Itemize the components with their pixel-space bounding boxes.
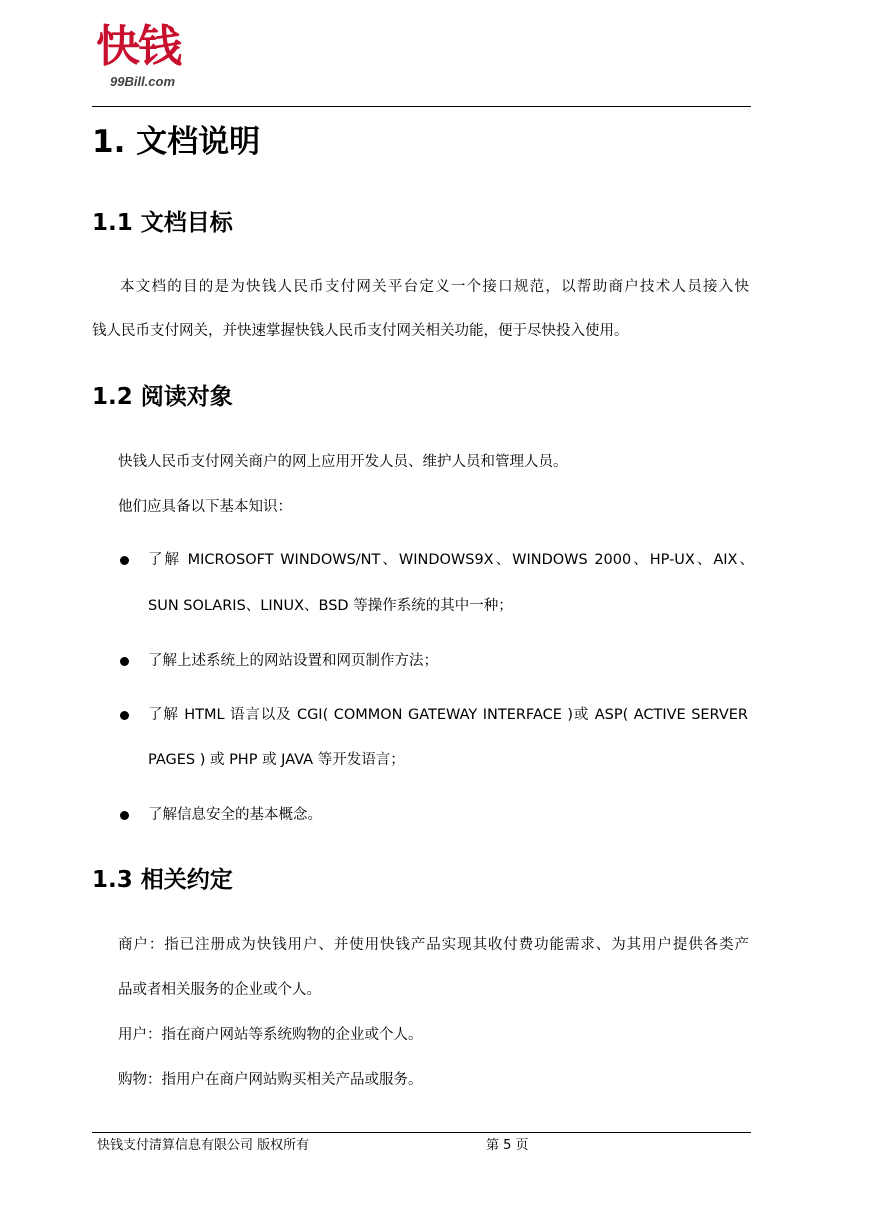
section-1-1-title: 1.1 文档目标	[92, 210, 233, 236]
logo-english-text: 99Bill.com	[110, 74, 176, 89]
footer-divider	[92, 1132, 751, 1133]
bullet-icon	[120, 711, 129, 720]
bullet-1-line-2: SUN SOLARIS、LINUX、BSD 等操作系统的其中一种；	[148, 598, 513, 614]
bullet-1-line-1: 了解 MICROSOFT WINDOWS/NT、WINDOWS9X、WINDOWS 2000、HP-UX、AIX、	[148, 552, 754, 568]
goal-paragraph-line-1: 本文档的目的是为快钱人民币支付网关平台定义一个接口规范，以帮助商户技术人员接入快	[120, 279, 749, 295]
merchant-definition-line-1: 商户：指已注册成为快钱用户、并使用快钱产品实现其收付费功能需求、为其用户提供各类产	[118, 937, 749, 953]
footer-page-number: 第 5 页	[486, 1138, 529, 1153]
bullet-icon	[120, 811, 129, 820]
bullet-3-line-1: 了解 HTML 语言以及 CGI( COMMON GATEWAY INTERFACE )或 ASP( ACTIVE SERVER	[148, 707, 748, 723]
user-definition-line: 用户：指在商户网站等系统购物的企业或个人。	[118, 1027, 423, 1043]
bullet-2-line-1: 了解上述系统上的网站设置和网页制作方法；	[148, 653, 438, 669]
section-1-title: 1. 文档说明	[92, 124, 261, 160]
knowledge-intro-line: 他们应具备以下基本知识：	[118, 499, 292, 515]
audience-line: 快钱人民币支付网关商户的网上应用开发人员、维护人员和管理人员。	[118, 454, 568, 470]
section-1-2-title: 1.2 阅读对象	[92, 384, 233, 410]
bullet-3-line-2: PAGES ) 或 PHP 或 JAVA 等开发语言；	[148, 752, 405, 768]
goal-paragraph-line-2: 钱人民币支付网关，并快速掌握快钱人民币支付网关相关功能，便于尽快投入使用。	[92, 323, 629, 339]
company-logo	[96, 22, 236, 94]
footer-company: 快钱支付清算信息有限公司 版权所有	[97, 1138, 310, 1153]
section-1-3-title: 1.3 相关约定	[92, 867, 233, 893]
bullet-icon	[120, 657, 129, 666]
merchant-definition-line-2: 品或者相关服务的企业或个人。	[118, 982, 321, 998]
logo-chinese-text: 快钱	[96, 21, 180, 72]
shopping-definition-line: 购物：指用户在商户网站购买相关产品或服务。	[118, 1072, 423, 1088]
header-divider	[92, 106, 751, 107]
bullet-icon	[120, 556, 129, 565]
bullet-4-line-1: 了解信息安全的基本概念。	[148, 807, 322, 823]
